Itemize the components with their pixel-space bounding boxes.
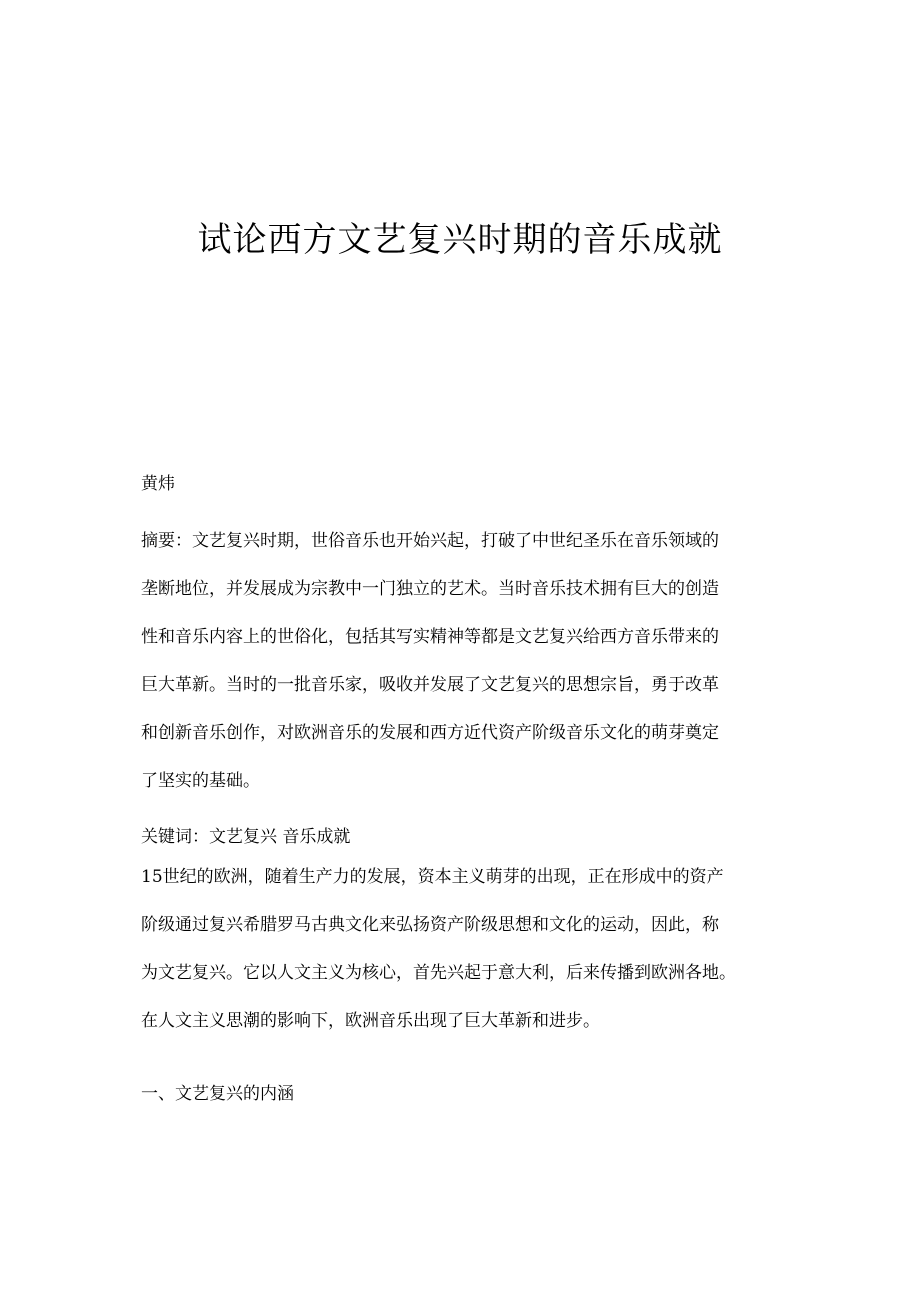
intro-line: 在人文主义思潮的影响下，欧洲音乐出现了巨大革新和进步。 (141, 1011, 600, 1031)
intro-paragraph (141, 853, 736, 1045)
abstract-line: 摘要：文艺复兴时期，世俗音乐也开始兴起，打破了中世纪圣乐在音乐领域的 (141, 531, 719, 551)
intro-line: 15世纪的欧洲，随着生产力的发展，资本主义萌芽的出现，正在形成中的资产 (141, 867, 724, 887)
document-title: 试论西方文艺复兴时期的音乐成就 (197, 220, 723, 260)
section-heading (141, 1070, 294, 1118)
abstract-line: 和创新音乐创作，对欧洲音乐的发展和西方近代资产阶级音乐文化的萌芽奠定 (141, 723, 719, 743)
abstract-line: 了坚实的基础。 (141, 771, 260, 791)
intro-line: 为文艺复兴。它以人文主义为核心，首先兴起于意大利，后来传播到欧洲各地。 (141, 963, 736, 983)
intro-line: 阶级通过复兴希腊罗马古典文化来弘扬资产阶级思想和文化的运动，因此，称 (141, 915, 719, 935)
keywords-text: 关键词：文艺复兴 音乐成就 (141, 827, 351, 847)
abstract-paragraph (141, 517, 719, 805)
author-name: 黄炜 (141, 474, 175, 494)
abstract-line: 性和音乐内容上的世俗化，包括其写实精神等都是文艺复兴给西方音乐带来的 (141, 627, 719, 647)
section-heading-text: 一、文艺复兴的内涵 (141, 1084, 294, 1104)
abstract-line: 巨大革新。当时的一批音乐家，吸收并发展了文艺复兴的思想宗旨，勇于改革 (141, 675, 719, 695)
abstract-line: 垄断地位，并发展成为宗教中一门独立的艺术。当时音乐技术拥有巨大的创造 (141, 579, 719, 599)
